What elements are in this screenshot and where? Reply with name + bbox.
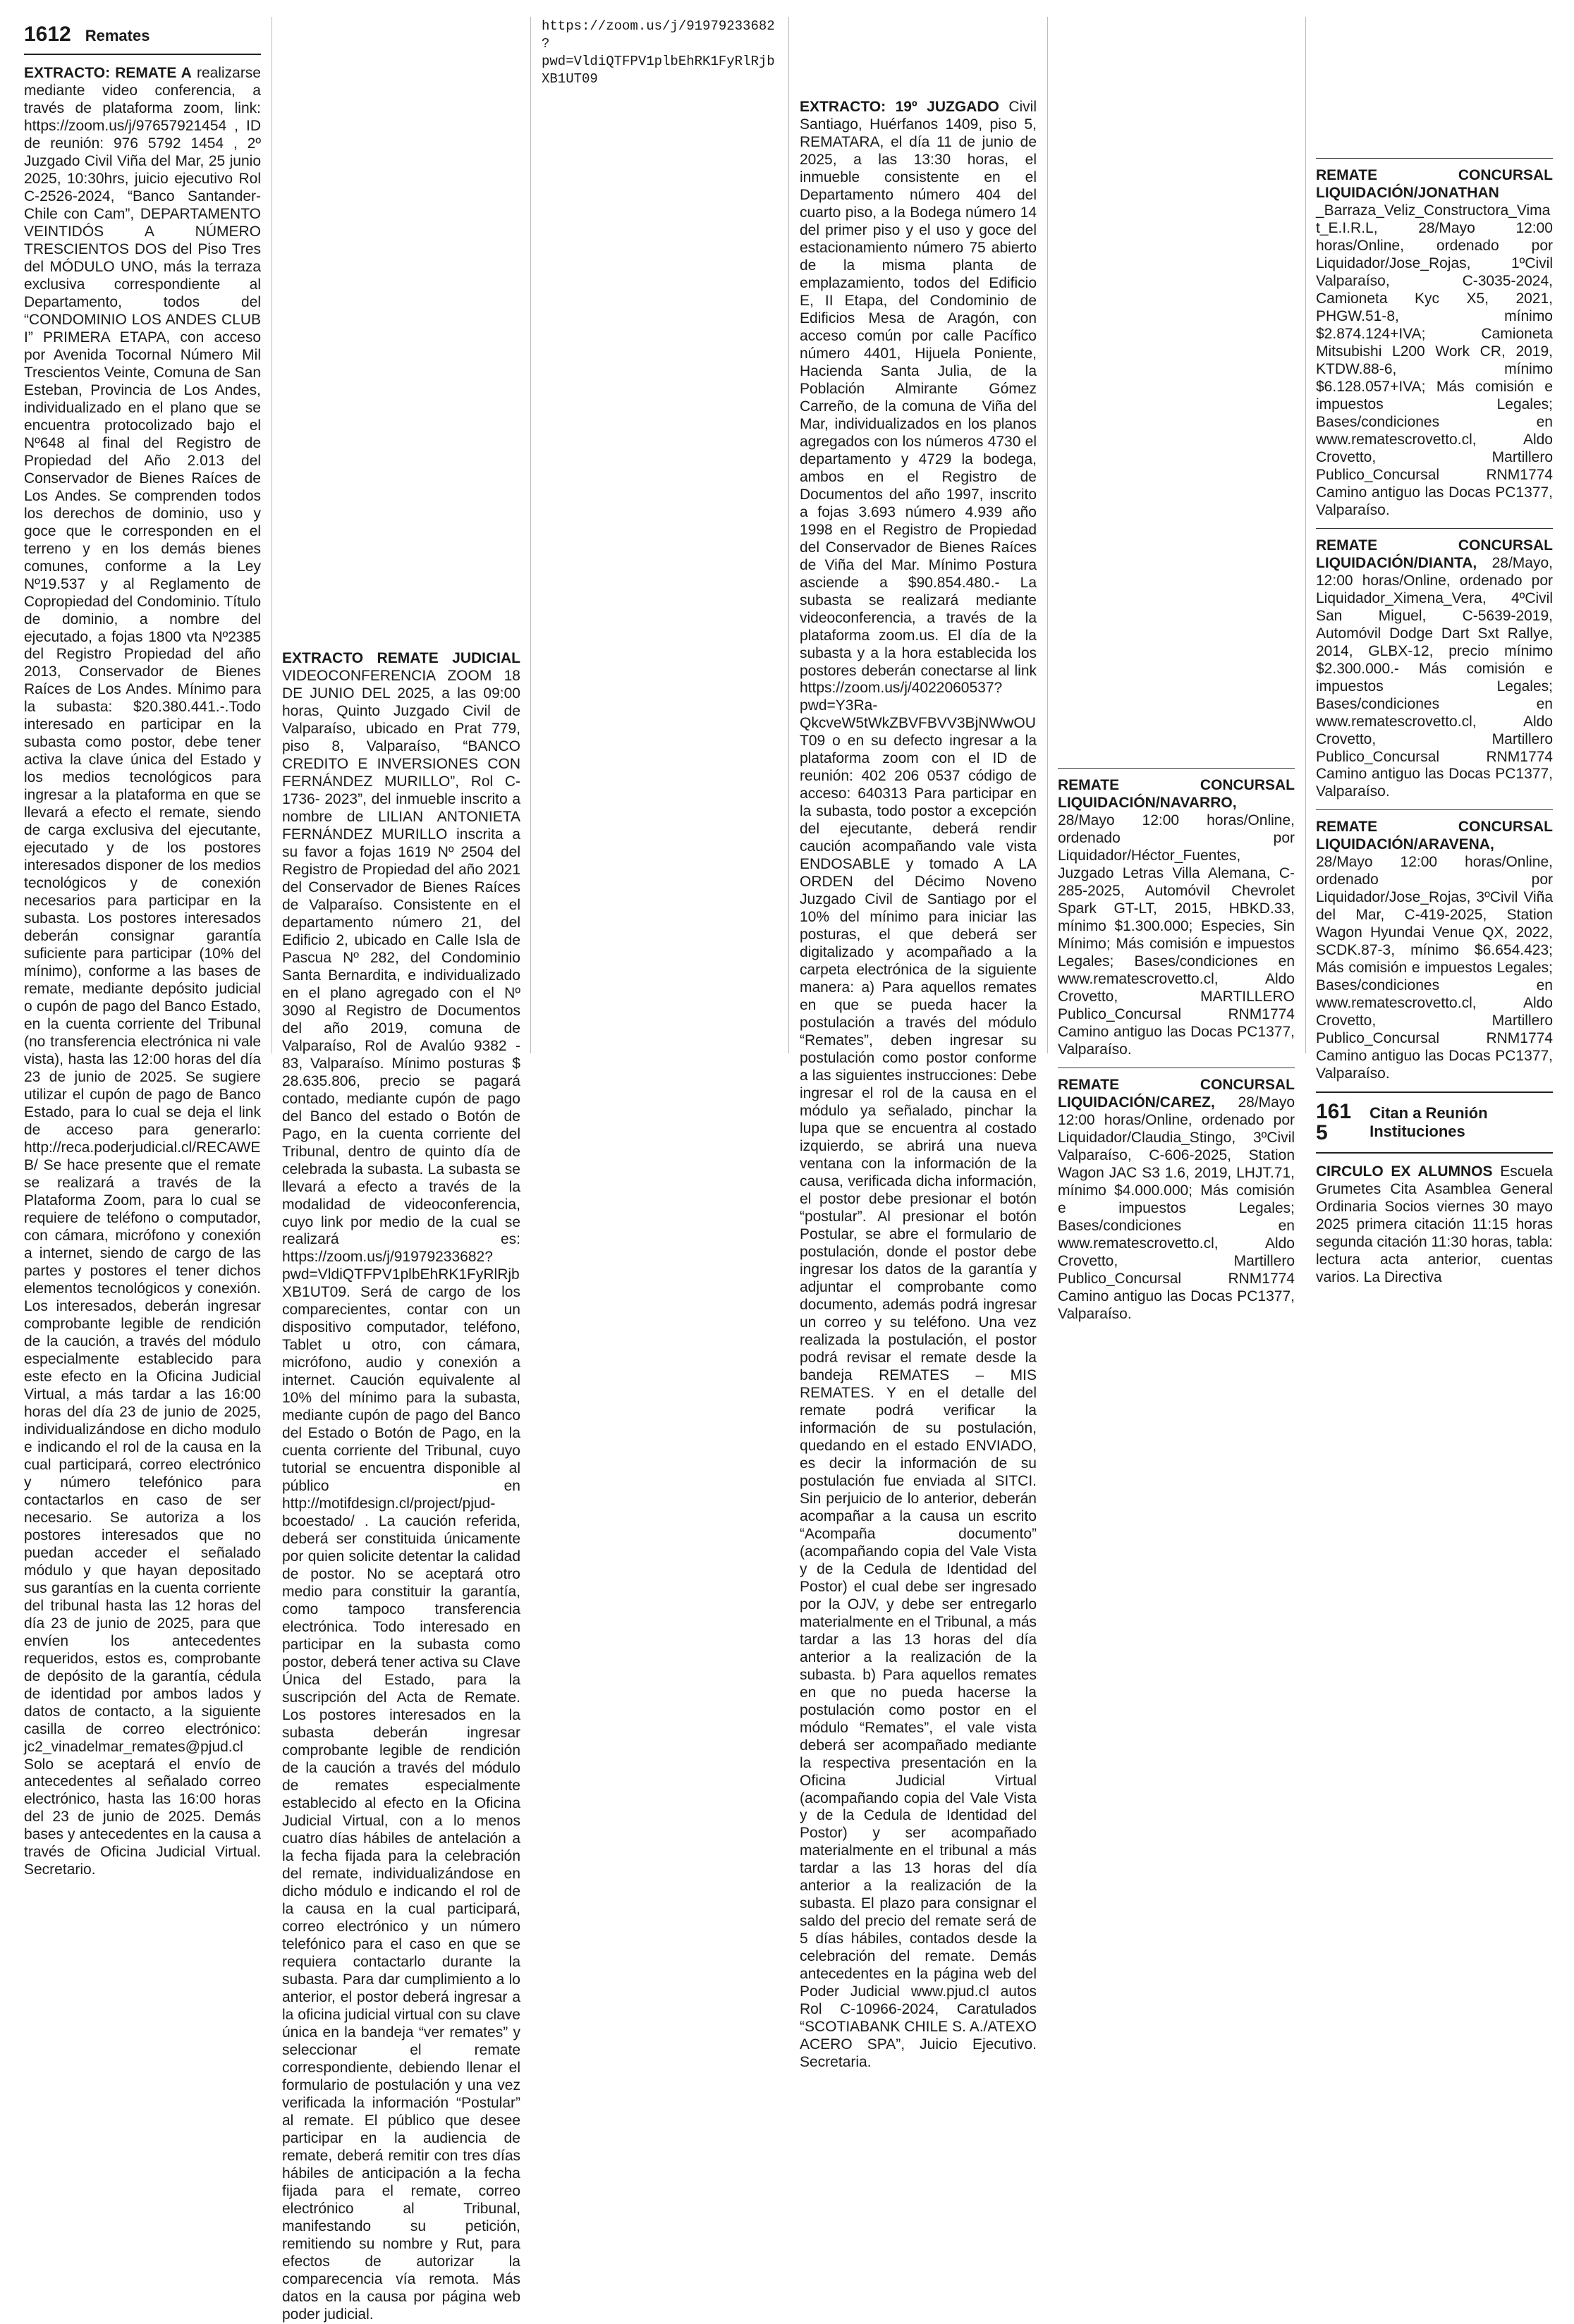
notice-body: Civil Santiago, Huérfanos 1409, piso 5, REMATARA, el día 11 de junio de 2025, a las 13:30 horas, el inmueble consistente en el Departamento número 404 del cuarto piso, a la Bodega número 14 del primer piso y el uso y goce del estacionamiento número 75 abierto de la misma planta de emplazamiento, todos del Edificio E, II Etapa, del Condominio de Edificios Mesa de Aragón, con acceso común por calle Pacífico número 4401, Hijuela Poniente, Hacienda Santa Julia, de la Población Almirante Gómez Carreño, de la comuna de Viña del Mar, individualizados en los planos agregados con los números 4730 el departamento y 4729 la bodega, ambos en el Registro de Documentos del año 1997, inscrito a fojas 3.693 número 4.939 año 1998 en el Registro de Propiedad del Conservador de Bienes Raíces de Viña del Mar. Mínimo Postura asciende a $90.854.480.- La subasta se realizará mediante videoconferencia, a través de la plataforma zoom.us. El día de la subasta y a la hora establecida los postores deberán conectarse al link https://zoom.us/j/4022060537?pwd=Y3Ra-QkcveW5tWkZBVFBVV3BjNWwOUT09 o en su defecto ingresar a la plataforma zoom con el ID de reunión: 402 206 0537 código de acceso: 640313 Para participar en la subasta, todo postor a excepción del ejecutante, deberá rendir caución acompañando vale vista ENDOSABLE y tomado A LA ORDEN del Décimo Noveno Juzgado Civil de Santiago por el 10% del mínimo para iniciar las posturas, el que deberá ser digitalizado y acompañado a la carpeta electrónica de la siguiente manera: a) Para aquellos remates en que se pueda hacer la postulación a través del módulo “Remates”, deben ingresar su postulación como postor conforme a las siguientes instrucciones: Debe ingresar el rol de la causa en el módulo ya señalado, pinchar la lupa que se encuentra al costado izquierdo, se abrirá una nueva ventana con la información de la causa, verificada dicha información, el postor debe presionar el botón “postular”. Al presionar el botón Postular, se abre el formulario de postulación, donde el postor debe ingresar los datos de la garantía y adjuntar el comprobante como documento, además podrá ingresar un correo y su teléfono. Una vez realizada la postulación, el postor podrá revisar el remate desde la bandeja REMATES – MIS REMATES. Y en el detalle del remate podrá verificar la información de su postulación, quedando en el estado ENVIADO, es decir la información de su postulación fue enviada al SITCI. Sin perjuicio de lo anterior, deberán acompañar a la causa un escrito “Acompaña documento” (acompañando copia del Vale Vista y de la Cedula de Identidad del Postor) el cual debe ser ingresado por la OJV, y debe ser entregarlo materialmente en el Tribunal, a más tardar a las 13 horas del día anterior a la realización de la subasta. b) Para aquellos remates en que no pueda hacerse la postulación como postor en el módulo “Remates”, el vale vista deberá ser acompañado mediante la respectiva presentación en la Oficina Judicial Virtual (acompañando copia del Vale Vista y de la Cedula de Identidad del Postor) y ser acompañado materialmente en el tribunal a más tardar a las 13 horas del día anterior a la realización de la subasta. El plazo para consignar el saldo del precio del remate será de 5 días hábiles, contados desde la celebración del remate. Demás antecedentes en la página web del Poder Judicial www.pjud.cl autos Rol C-10966-2024, Caratulados “SCOTIABANK CHILE S. A./ATEXO ACERO SPA”, Juicio Ejecutivo. Secretaria. — [800, 99, 1037, 2071]
notice-remate-vina-del-mar — [24, 65, 261, 1879]
notice-lead: REMATE CONCURSAL LIQUIDACIÓN/CAREZ, — [1058, 1076, 1295, 1111]
notice-body: 28/Mayo 12:00 horas/Online, ordenado por Liquidador/Claudia_Stingo, 3ºCivil Valparaíso, C-606-2025, Station Wagon JAC S3 1.6, 2019, LHJT.71, mínimo $4.000.000; Más comisión e impuestos Legales; Bases/condiciones en www.rematescrovetto.cl, Aldo Crovetto, Martillero Publico_Concursal RNM1774 Camino antiguo las Docas PC1377, Valparaíso. — [1058, 1094, 1295, 1322]
column-6 — [1316, 17, 1553, 1286]
notice-lead: REMATE CONCURSAL LIQUIDACIÓN/ARAVENA, — [1316, 819, 1553, 853]
notice-19-juzgado-santiago — [800, 99, 1037, 2072]
notice-body: 28/Mayo, 12:00 horas/Online, ordenado por Liquidador_Ximena_Vera, 4ºCivil San Miguel, C-5639-2019, Automóvil Dodge Dart Sxt Rallye, 2014, GLBX-12, precio mínimo $2.300.000.- Más comisión e impuestos Legales; Bases/condiciones en www.rematescrovetto.cl, Aldo Crovetto, Martillero Publico_Concursal RNM1774 Camino antiguo las Docas PC1377, Valparaíso. — [1316, 554, 1553, 800]
section-number: 1612 — [24, 23, 71, 46]
notice-body: realizarse mediante video conferencia, a través de plataforma zoom, link: https://zoom.us/j/97657921454 , ID de reunión: 976 5792 1454 , 2º Juzgado Civil Viña del Mar, 25 junio 2025, 10:30hrs, juicio ejecutivo Rol C-2526-2024, “Banco Santander-Chile con Cam”, DEPARTAMENTO VEINTIDÓS A NÚMERO TRESCIENTOS DOS del Piso Tres del MÓDULO UNO, más la terraza exclusiva correspondiente al Departamento, todos del “CONDOMINIO LOS ANDES CLUB I” PRIMERA ETAPA, con acceso por Avenida Tocornal Número Mil Trescientos Veinte, Comuna de San Esteban, Provincia de Los Andes, individualizado en el plano que se encuentra protocolizado bajo el Nº648 al final del Registro de Propiedad del Año 2.013 del Conservador de Bienes Raíces de Los Andes. Se comprenden todos los derechos de dominio, uso y goce que le corresponden en el terreno y en los demás bienes comunes, conforme a la Ley Nº19.537 y al Reglamento de Copropiedad del Condominio. Título de dominio, a nombre del ejecutado, a fojas 1800 vta Nº2385 del Registro Propiedad del año 2013, Conservador de Bienes Raíces de Los Andes. Mínimo para la subasta: $20.380.441.-.Todo interesado en participar en la subasta como postor, debe tener activa la clave única del Estado y los medios tecnológicos para ingresar a la plataforma en que se llevará a efecto el remate, siendo de carga exclusiva del ejecutante, ejecutado y de los postores interesados disponer de los medios tecnológicos y de conexión necesarios para participar en la subasta. Los postores interesados deberán consignar garantía suficiente para participar (10% del mínimo), conforme a las bases de remate, mediante depósito judicial o cupón de pago del Banco Estado, en la cuenta corriente del Tribunal (no transferencia electrónica ni vale vista), hasta las 12:00 horas del día 23 de junio de 2025. Se sugiere utilizar el cupón de pago de Banco Estado, para lo cual se deja el link de acceso para generarlo: http://reca.poderjudicial.cl/RECAWEB/ Se hace presente que el remate se realizará a través de la Plataforma Zoom, para lo cual se requiere de teléfono o computador, con cámara, micrófono y conexión a internet, siendo de cargo de las partes y postores el tener dichos elementos tecnológicos y conexión. Los interesados, deberán ingresar comprobante legible de rendición de la caución, a través del módulo especialmente establecido para este efecto en la Oficina Judicial Virtual, a más tardar a las 16:00 horas del día 23 de junio de 2025, individualizándose en dicho modulo e indicando el rol de la causa en la cual participará, correo electrónico y número telefónico para contactarlos en caso de ser necesario. Se autoriza a los postores interesados que no puedan acceder el señalado módulo y que hayan depositado sus garantías en la cuenta corriente del tribunal hasta las 12 horas del día 23 de junio de 2025, para que envíen los antecedentes requeridos, estos es, comprobante de depósito de la garantía, cédula de identidad por ambos lados y datos de contacto, a la siguiente casilla de correo electrónico: jc2_vinadelmar_remates@pjud.cl Solo se aceptará el envío de antecedentes al señalado correo electrónico, hasta las 16:00 horas del 23 de junio de 2025. Demás bases y antecedentes en la causa a través de Oficina Judicial Virtual. Secretario. — [24, 65, 261, 1878]
notice-body: VIDEOCONFERENCIA ZOOM 18 DE JUNIO DEL 2025, a las 09:00 horas, Quinto Juzgado Civil de Valparaíso, ubicado en Prat 779, piso 8, Valparaíso, “BANCO CREDITO E INVERSIONES CON FERNÁNDEZ MURILLO”, Rol C-1736- 2023”, del inmueble inscrito a nombre de LILIAN ANTONIETA FERNÁNDEZ MURILLO inscrita a su favor a fojas 1619 Nº 2504 del Registro de Propiedad del año 2021 del Conservador de Bienes Raíces de Valparaíso. Consistente en el departamento número 21, del Edificio 2, ubicado en Calle Isla de Pascua Nº 282, del Condominio Santa Bernardita, e individualizado en el plano agregado con el Nº 3090 al Registro de Documentos del año 2019, comuna de Valparaíso, Rol de Avalúo 9382 - 83, Valparaíso. Mínimo posturas $ 28.635.806, precio se pagará contado, mediante cupón de pago del Banco del estado o Botón de Pago, en la cuenta corriente del Tribunal, dentro de quinto día de celebrada la subasta. La subasta se llevará a efecto a través de la modalidad de videoconferencia, cuyo link por medio de la cual se realizará es: https://zoom.us/j/91979233682?pwd=VldiQTFPV1plbEhRK1FyRlRjbXB1UT09. Será de cargo de los comparecientes, contar con un dispositivo computador, teléfono, Tablet u otro, con cámara, micrófono, audio y conexión a internet. Caución equivalente al 10% del mínimo para la subasta, mediante cupón de pago del Banco del Estado o Botón de Pago, en la cuenta corriente del Tribunal, cuyo tutorial se encuentra disponible al público en http://motifdesign.cl/project/pjud-bcoestado/ . La caución referida, deberá ser constituida únicamente por quien solicite detentar la calidad de postor. No se aceptará otro medio para constituir la garantía, como tampoco transferencia electrónica. Todo interesado en participar en la subasta como postor, deberá tener activa su Clave Única del Estado, para la suscripción del Acta de Remate. Los postores interesados en la subasta deberán ingresar comprobante legible de rendición de la caución a través del módulo de remates especialmente establecido al efecto en la Oficina Judicial Virtual, con a lo menos cuatro días hábiles de antelación a la fecha fijada para la celebración del remate, individualizándose en dicho módulo e indicando el rol de la causa en la cual participará, correo electrónico y un número telefónico para el caso en que se requiera contactarlo durante la subasta. Para dar cumplimiento a lo anterior, el postor deberá ingresar a la oficina judicial virtual con su clave única en la bandeja “ver remates” y seleccionar el remate correspondiente, debiendo llenar el formulario de postulación y una vez verificada la información “Postular” al remate. El público que desee participar en la audiencia de remate, deberá remitir con tres días hábiles de anticipación a la fecha fijada para el remate, correo electrónico al Tribunal, manifestando su petición, remitiendo su nombre y Rut, para efectos de autorizar la comparecencia vía remota. Más datos en la causa por página web poder judicial. — [282, 667, 520, 2323]
notice-continuation — [542, 17, 779, 87]
section-number: 1615 — [1316, 1100, 1352, 1145]
column-4 — [800, 17, 1037, 2071]
section-header-citan-a-reunion — [1316, 1091, 1553, 1154]
notice-concursal-carez — [1058, 1068, 1295, 1323]
section-header-remates — [24, 17, 261, 55]
notice-remate-judicial-valparaiso — [282, 650, 520, 2324]
notice-lead: REMATE CONCURSAL LIQUIDACIÓN/DIANTA, — [1316, 537, 1553, 571]
column-divider — [530, 17, 531, 1053]
column-1 — [24, 17, 261, 1878]
notice-link: https://zoom.us/j/91979233682?pwd=VldiQTFPV1plbEhRK1FyRlRjbXB1UT09 — [542, 18, 775, 87]
notice-lead: REMATE CONCURSAL LIQUIDACIÓN/JONATHAN — [1316, 167, 1553, 201]
notice-concursal-aravena — [1316, 809, 1553, 1083]
notice-concursal-dianta — [1316, 528, 1553, 802]
section-title: Citan a Reunión Instituciones — [1369, 1104, 1488, 1140]
notice-lead: EXTRACTO: 19º JUZGADO — [800, 99, 999, 115]
notice-body: 28/Mayo 12:00 horas/Online, ordenado por Liquidador/Jose_Rojas, 3ºCivil Viña del Mar, C-419-2025, Station Wagon Hyundai Venue QX, 2022, SCDK.87-3, mínimo $6.654.423; Más comisión e impuestos Legales; Bases/condiciones en www.rematescrovetto.cl, Aldo Crovetto, Martillero Publico_Concursal RNM1774 Camino antiguo las Docas PC1377, Valparaíso. — [1316, 854, 1553, 1082]
column-3 — [542, 17, 779, 1053]
column-5 — [1058, 17, 1295, 1322]
notice-lead: REMATE CONCURSAL LIQUIDACIÓN/NAVARRO, — [1058, 777, 1295, 811]
column-divider — [1305, 17, 1306, 1053]
notice-lead: EXTRACTO REMATE JUDICIAL — [282, 650, 520, 666]
notice-concursal-jonathan — [1316, 158, 1553, 520]
notice-concursal-navarro — [1058, 768, 1295, 1059]
section-title: Remates — [85, 27, 150, 44]
column-2 — [282, 17, 520, 2323]
notice-lead: CIRCULO EX ALUMNOS — [1316, 1163, 1493, 1180]
notice-lead: EXTRACTO: REMATE A — [24, 65, 192, 81]
notice-body: 28/Mayo 12:00 horas/Online, ordenado por Liquidador/Héctor_Fuentes, Juzgado Letras Villa Alemana, C-285-2025, Automóvil Chevrolet Spark GT-LT, 2015, HBKD.33, mínimo $1.300.000; Especies, Sin Mínimo; Más comisión e impuestos Legales; Bases/condiciones en www.rematescrovetto.cl, Aldo Crovetto, MARTILLERO Publico_Concursal RNM1774 Camino antiguo las Docas PC1377, Valparaíso. — [1058, 812, 1295, 1058]
column-divider — [1047, 17, 1048, 1053]
notice-circulo-ex-alumnos — [1316, 1163, 1553, 1287]
notice-body: Escuela Grumetes Cita Asamblea General Ordinaria Socios viernes 30 mayo 2025 primera citación 11:15 horas segunda citación 11:30 horas, tabla: lectura acta anterior, cuentas varios. La Directiva — [1316, 1163, 1553, 1286]
column-divider — [788, 17, 789, 1053]
notice-body: _Barraza_Veliz_Constructora_Vimat_E.I.R.L, 28/Mayo 12:00 horas/Online, ordenado por Liquidador/Jose_Rojas, 1ºCivil Valparaíso, C-3035-2024, Camioneta Kyc X5, 2021, PHGW.51-8, mínimo $2.874.124+IVA; Camioneta Mitsubishi L200 Work CR, 2019, KTDW.88-6, mínimo $6.128.057+IVA; Más comisión e impuestos Legales; Bases/condiciones en www.rematescrovetto.cl, Aldo Crovetto, Martillero Publico_Concursal RNM1774 Camino antiguo las Docas PC1377, Valparaíso. — [1316, 202, 1553, 518]
